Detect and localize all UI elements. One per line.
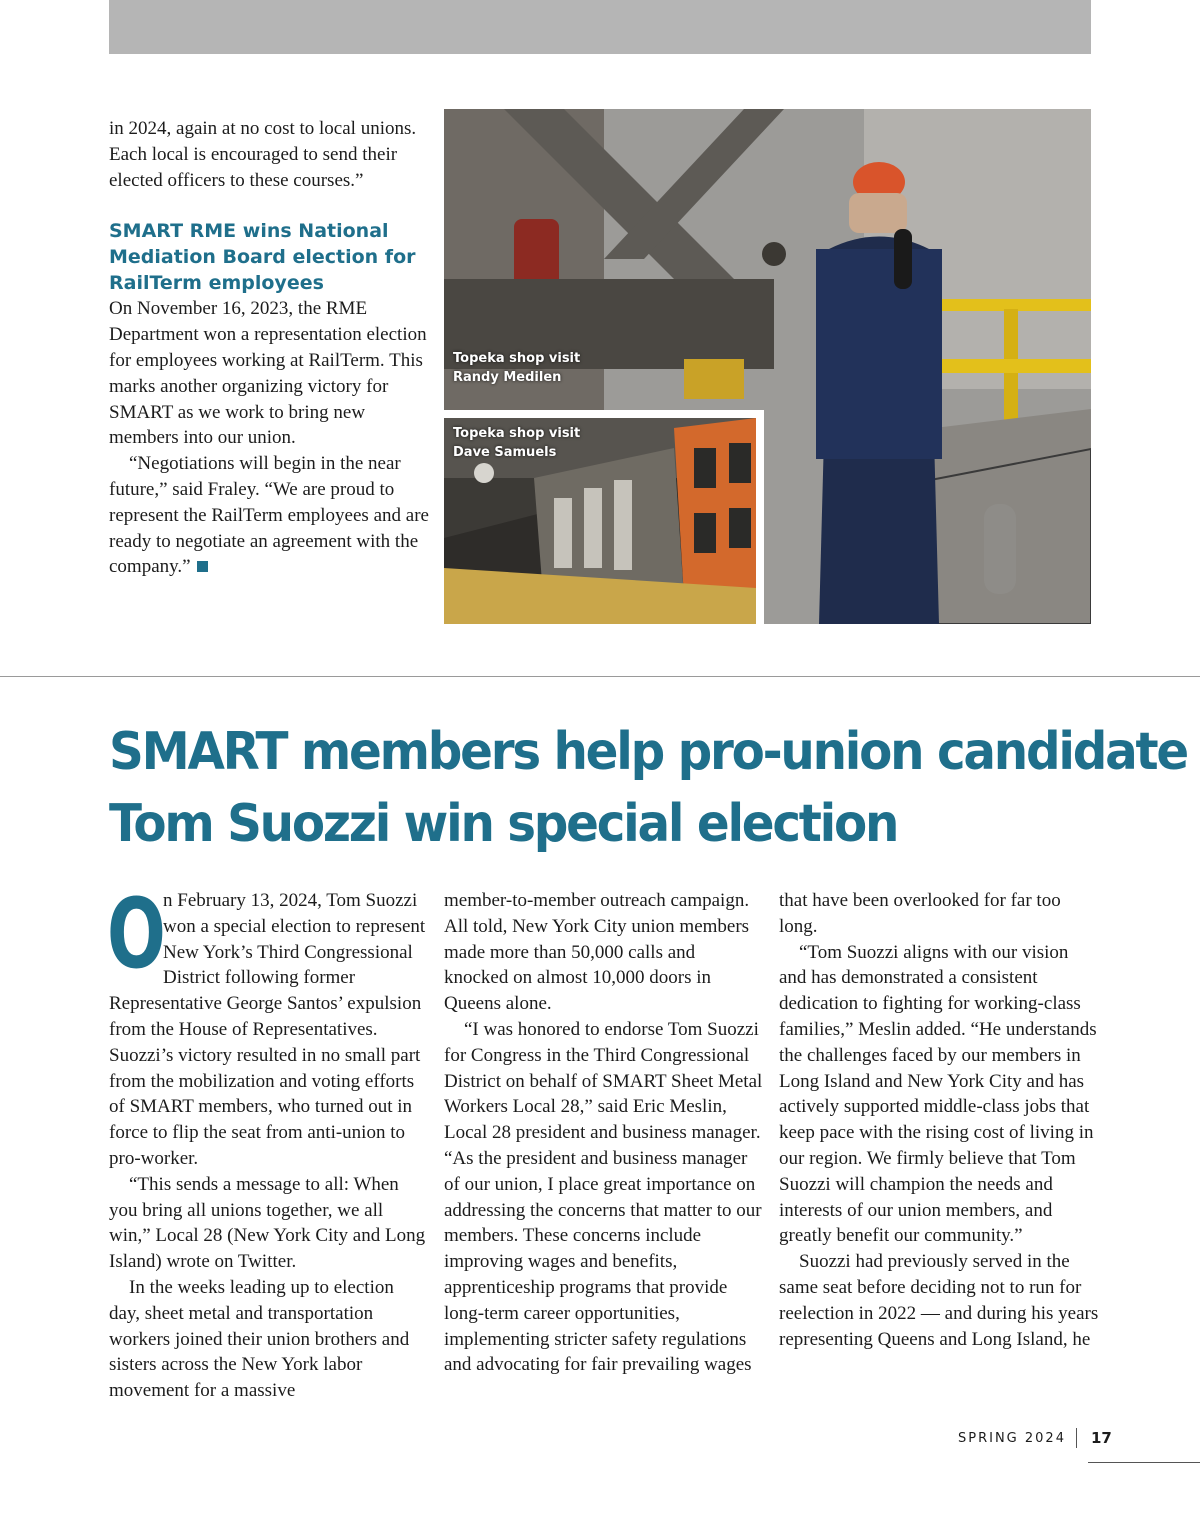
footer-rule — [1088, 1462, 1200, 1463]
article-headline — [109, 716, 1187, 860]
photo-dave-samuels — [444, 418, 756, 624]
end-mark-icon — [197, 561, 208, 572]
main-photo-caption-line2: Randy Medilen — [453, 370, 562, 385]
inset-photo-caption — [453, 424, 580, 462]
article-paragraph-4: member-to-member outreach campaign. All told, New York City union members made more than 50,000 calls and knocked on almost 10,000 doors in Queens alone. — [444, 890, 750, 1015]
previous-article-paragraph-1: On November 16, 2023, the RME Department won a representation election for employees working at RailTerm. This marks another organizing victory for SMART as we work to bring new members into our union. — [109, 298, 427, 449]
article-paragraph-6: that have been overlooked for far too long. — [779, 890, 1061, 937]
main-photo-caption-line1: Topeka shop visit — [453, 351, 581, 366]
top-color-bar — [109, 0, 1091, 54]
drop-cap: O — [107, 878, 166, 990]
previous-article-paragraph-2 — [109, 451, 429, 580]
previous-article-column — [109, 116, 429, 580]
headline-line-1: SMART members help pro-union candidate — [109, 722, 1187, 782]
footer-separator — [1076, 1428, 1077, 1448]
article-paragraph-8: Suozzi had previously served in the same seat before deciding not to run for reelection in 2022 — and during his years representing Queens and Long Island, he — [779, 1251, 1099, 1350]
previous-article-paragraph-2-text: “Negotiations will begin in the near future,” said Fraley. “We are proud to represent the RailTerm employees and are ready to negotiate an agreement with the company.” — [109, 453, 429, 578]
previous-article-intro: in 2024, again at no cost to local unions. Each local is encouraged to send their elected officers to these courses.” — [109, 118, 417, 191]
inset-photo-caption-line1: Topeka shop visit — [453, 426, 581, 441]
article-column-1 — [107, 878, 429, 1404]
section-divider — [0, 676, 1200, 677]
previous-article-subhead: SMART RME wins National Mediation Board election for RailTerm employees — [109, 220, 416, 295]
main-photo-caption — [453, 349, 580, 387]
article-paragraph-1 — [107, 878, 429, 1172]
article-paragraph-1-text: n February 13, 2024, Tom Suozzi won a special election to represent New York’s Third Congressional District following former Representative George Santos’ expulsion from the House of Representatives. Suozzi’s victory resulted in no small part from the mobilization and voting efforts of SMART members, who turned out in force to flip the seat from anti-union to pro-worker. — [109, 890, 426, 1169]
headline-line-2: Tom Suozzi win special election — [109, 794, 898, 854]
article-paragraph-2: “This sends a message to all: When you bring all unions together, we all win,” Local 28 (New York City and Long Island) wrote on Twitter. — [109, 1173, 426, 1273]
article-paragraph-3: In the weeks leading up to election day, sheet metal and transportation workers joined their union brothers and sisters across the New York labor movement for a massive — [109, 1276, 410, 1402]
inset-photo-caption-line2: Dave Samuels — [453, 445, 557, 460]
article-paragraph-5: “I was honored to endorse Tom Suozzi for Congress in the Third Congressional District on behalf of SMART Sheet Metal Workers Local 28,” said Eric Meslin, Local 28 president and business manager. “As the president and business manager of our union, I place great importance on addressing the concerns that matter to our members. These concerns include improving wages and benefits, apprenticeship programs that provide long-term career opportunities, implementing stricter safety regulations and advocating for fair prevailing wages — [444, 1018, 763, 1376]
page-number: 17 — [1091, 1429, 1112, 1447]
article-column-2 — [444, 888, 764, 1378]
article-column-3 — [779, 888, 1099, 1352]
article-paragraph-7: “Tom Suozzi aligns with our vision and has demonstrated a consistent dedication to fighting for working-class families,” Meslin added. “He understands the challenges faced by our members in Long Island and New York City and has actively supported middle-class jobs that keep pace with the rising cost of living in our region. We firmly believe that Tom Suozzi will champion the needs and interests of our union members, and greatly benefit our community.” — [779, 941, 1097, 1247]
footer-issue: SPRING 2024 — [958, 1431, 1066, 1446]
